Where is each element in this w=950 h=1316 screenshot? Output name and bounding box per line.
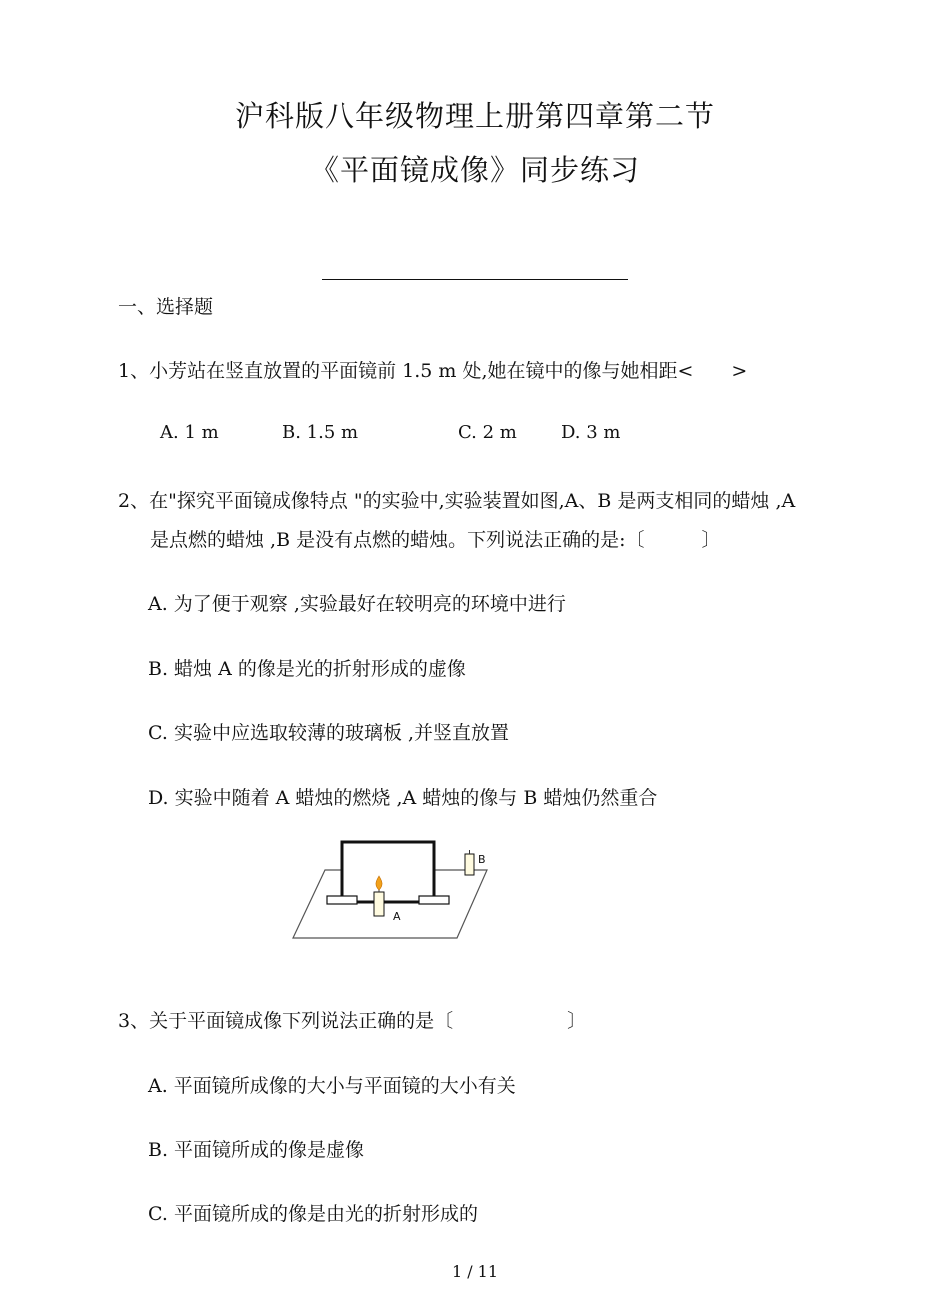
q1-option-b: B. 1.5 m [282,422,359,443]
plate-holder-left [327,896,357,904]
label-b: B [478,853,486,866]
candle-b [465,854,474,875]
q3-stem: 3、关于平面镜成像下列说法正确的是〔 〕 [118,1010,587,1032]
title-divider [322,279,628,280]
page-title-line2: 《平面镜成像》同步练习 [309,153,640,187]
q1-option-c: C. 2 m [458,422,517,443]
plate-holder-right [419,896,449,904]
q2-option-d: D. 实验中随着 A 蜡烛的燃烧 ,A 蜡烛的像与 B 蜡烛仍然重合 [148,787,658,809]
candle-a [374,892,384,916]
section-heading: 一、选择题 [118,296,214,318]
q2-stem-line1: 2、在"探究平面镜成像特点 "的实验中,实验装置如图,A、B 是两支相同的蜡烛 ,A [118,490,796,512]
q1-stem: 1、小芳站在竖直放置的平面镜前 1.5 m 处,她在镜中的像与她相距< > [118,360,748,382]
q2-stem-line2: 是点燃的蜡烛 ,B 是没有点燃的蜡烛。下列说法正确的是:〔 〕 [150,529,721,551]
q2-option-c: C. 实验中应选取较薄的玻璃板 ,并竖直放置 [148,722,510,744]
q1-option-d: D. 3 m [561,422,621,443]
q3-option-a: A. 平面镜所成像的大小与平面镜的大小有关 [148,1075,516,1097]
q3-option-c: C. 平面镜所成的像是由光的折射形成的 [148,1203,478,1225]
glass-plate [342,842,434,902]
q2-option-a: A. 为了便于观察 ,实验最好在较明亮的环境中进行 [148,593,566,615]
page-number: 1 / 11 [451,1262,499,1281]
page-title-line1: 沪科版八年级物理上册第四章第二节 [234,99,715,133]
q3-option-b: B. 平面镜所成的像是虚像 [148,1139,365,1161]
q1-option-a: A. 1 m [160,422,219,443]
q2-option-b: B. 蜡烛 A 的像是光的折射形成的虚像 [148,658,466,680]
label-a: A [393,910,401,923]
mirror-experiment-figure [285,834,505,946]
